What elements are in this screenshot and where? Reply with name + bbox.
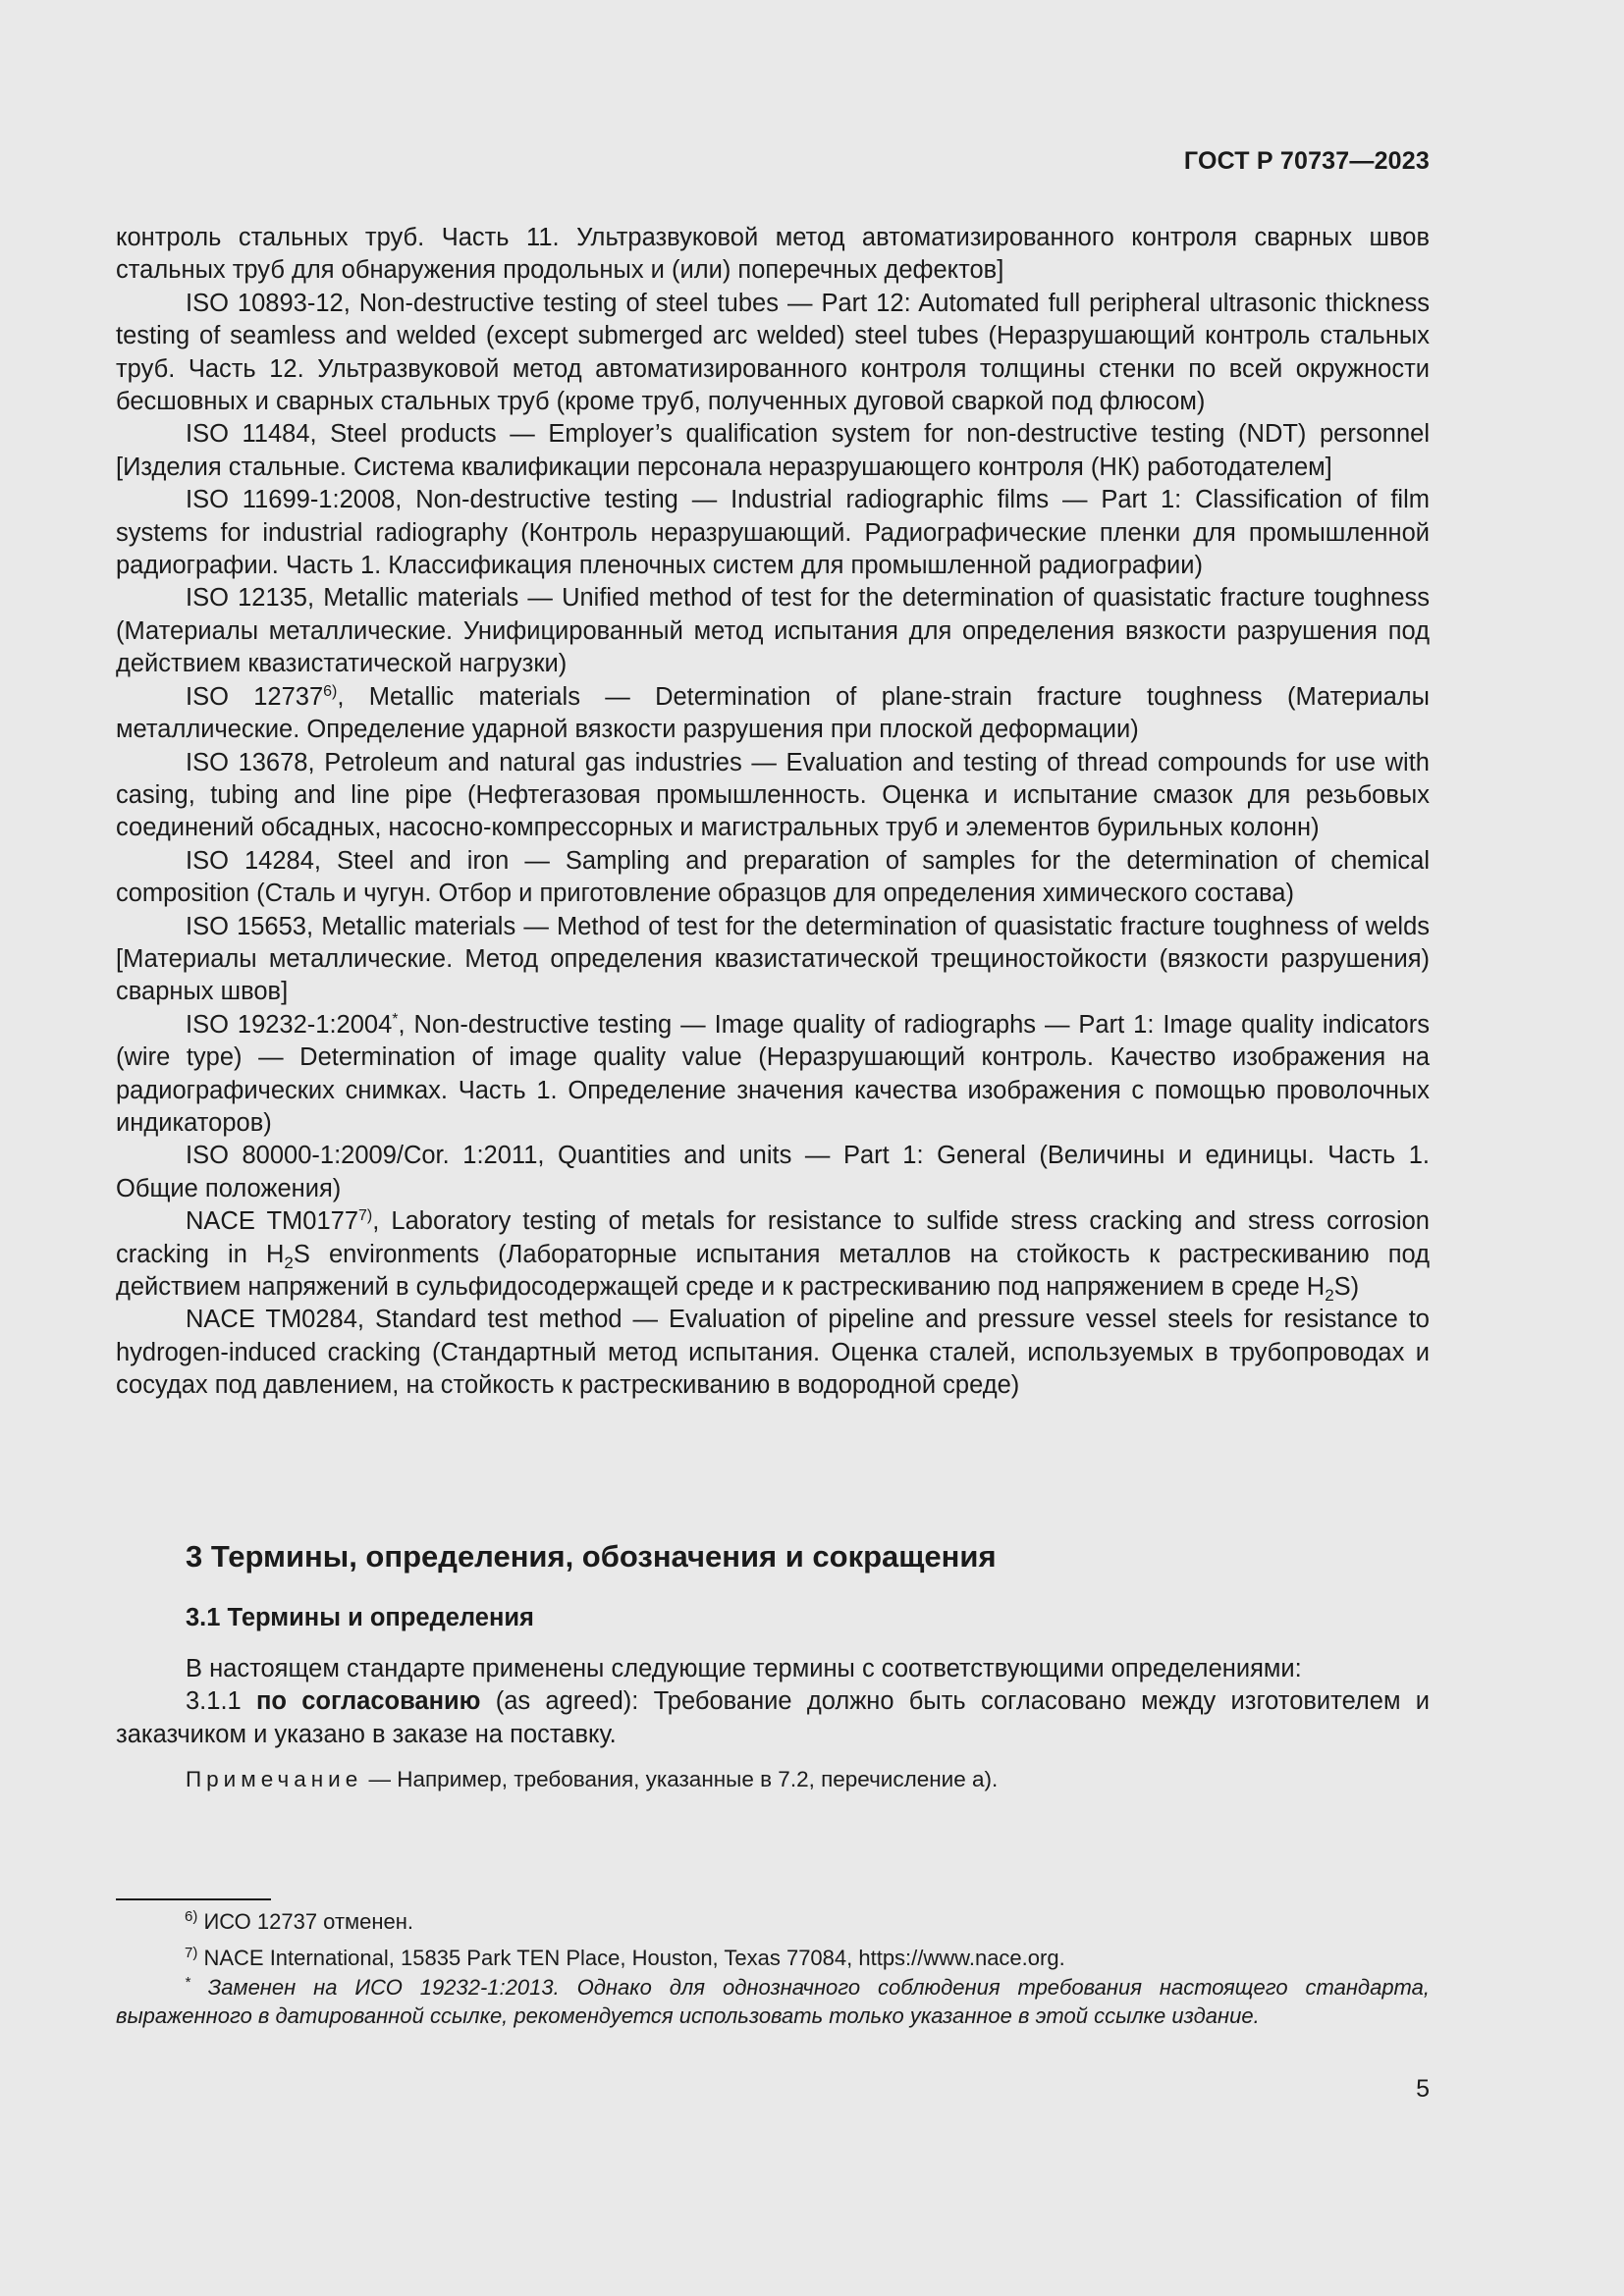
reference-nace-tm0177	[116, 1205, 1430, 1304]
note-text: — Например, требования, указанные в 7.2, перечисление a).	[362, 1767, 999, 1791]
footnote-star	[116, 1973, 1430, 2030]
footnote-mark: *	[185, 1974, 190, 1991]
reference-iso-14284: ISO 14284, Steel and iron — Sampling and preparation of samples for the determination of chemical composition (Сталь и чугун. Отбор и приготовление образцов для определения химического состава)	[116, 846, 1430, 908]
standard-code-header: ГОСТ Р 70737—2023	[1183, 147, 1430, 175]
reference-iso-12737	[116, 681, 1430, 747]
footnote-mark: 6)	[185, 1908, 198, 1925]
reference-nace-tm0284: NACE TM0284, Standard test method — Evaluation of pipeline and pressure vessel steels for resistance to hydrogen-induced cracking (Стандартный метод испытания. Оценка сталей, используемых в трубопроводах и сосудах под давлением, на стойкость к растрескиванию в водородной среде)	[116, 1306, 1430, 1400]
reference-iso-11484: ISO 11484, Steel products — Employer’s qualification system for non-destructive testing (NDT) personnel [Изделия стальные. Система квалификации персонала неразрушающего контроля (НК) работодателем]	[116, 420, 1430, 481]
reference-iso-80000-1: ISO 80000-1:2009/Cor. 1:2011, Quantities and units — Part 1: General (Величины и единицы. Часть 1. Общие положения)	[116, 1142, 1430, 1202]
term-definition: (as agreed): Требование должно быть согласовано между изготовителем и заказчиком и указано в заказе на поставку.	[116, 1687, 1430, 1748]
reference-text: , Laboratory testing of metals for resistance to sulfide stress cracking and stress corrosion cracking in H	[116, 1207, 1430, 1268]
reference-code: NACE TM0177	[186, 1207, 359, 1236]
term-name: по согласованию	[255, 1687, 481, 1716]
footnote-7	[116, 1944, 1430, 1972]
terms-block	[116, 1653, 1430, 1751]
reference-text: S environments (Лабораторные испытания металлов на стойкость к растрескиванию под действием напряжений в сульфидосодержащей среде и к растрескиванию под напряжением в среде H	[116, 1240, 1430, 1301]
page-number: 5	[1416, 2075, 1430, 2103]
reference-iso-15653: ISO 15653, Metallic materials — Method of test for the determination of quasistatic fracture toughness of welds [Материалы металлические. Метод определения квазистатической трещиностойкости (вязкости разрушения) сварных швов]	[116, 912, 1430, 1006]
footnote-marker-7: 7)	[358, 1207, 373, 1225]
footnote-marker-6: 6)	[323, 682, 338, 700]
reference-iso-10893-12: ISO 10893-12, Non-destructive testing of steel tubes — Part 12: Automated full peripheral ultrasonic thickness testing of seamless and welded (except submerged arc welded) steel tubes (Неразрушающий контроль стальных труб. Часть 12. Ультразвуковой метод автоматизированного контроля толщины стенки по всей окружности бесшовных и сварных стальных труб (кроме труб, полученных дуговой сваркой под флюсом)	[116, 289, 1430, 416]
note-label: Примечание	[186, 1767, 363, 1791]
section-3-heading: 3 Термины, определения, обозначения и сокращения	[186, 1539, 997, 1574]
terms-intro: В настоящем стандарте применены следующие термины с соответствующими определениями:	[186, 1655, 1302, 1682]
term-number: 3.1.1	[186, 1687, 256, 1716]
reference-iso-12135: ISO 12135, Metallic materials — Unified method of test for the determination of quasistatic fracture toughness (Материалы металлические. Унифицированный метод испытания для определения вязкости разрушения под действием квазистатической нагрузки)	[116, 584, 1430, 678]
note	[186, 1767, 998, 1792]
reference-continuation: контроль стальных труб. Часть 11. Ультразвуковой метод автоматизированного контроля сварных швов стальных труб для обнаружения продольных и (или) поперечных дефектов]	[116, 224, 1430, 285]
reference-iso-13678: ISO 13678, Petroleum and natural gas industries — Evaluation and testing of thread compounds for use with casing, tubing and line pipe (Нефтегазовая промышленность. Оценка и испытание смазок для резьбовых соединений обсадных, насосно-компрессорных и магистральных труб и элементов бурильных колонн)	[116, 748, 1430, 842]
footnote-divider	[116, 1898, 271, 1900]
subscript-2: 2	[284, 1253, 294, 1272]
footnote-text: ИСО 12737 отменен.	[197, 1909, 414, 1934]
term-3-1-1	[116, 1685, 1430, 1751]
reference-text: , Non-destructive testing — Image quality of radiographs — Part 1: Image quality indicators (wire type) — Determination of image quality value (Неразрушающий контроль. Качество изображения на радиографических снимках. Часть 1. Определение значения качества изображения с помощью проволочных индикаторов)	[116, 1010, 1430, 1137]
footnote-mark: 7)	[185, 1945, 198, 1961]
reference-iso-11699-1: ISO 11699-1:2008, Non-destructive testing — Industrial radiographic films — Part 1: Classification of film systems for industrial radiography (Контроль неразрушающий. Радиографические пленки для промышленной радиографии. Часть 1. Классификация пленочных систем для промышленной радиографии)	[116, 486, 1430, 580]
reference-iso-19232-1	[116, 1009, 1430, 1141]
reference-code: ISO 12737	[186, 682, 324, 711]
footnote-marker-star: *	[392, 1010, 399, 1028]
normative-references-list	[116, 222, 1430, 1403]
reference-text: , Metallic materials — Determination of plane-strain fracture toughness (Материалы металлические. Определение ударной вязкости разрушения при плоской деформации)	[116, 682, 1431, 744]
footnote-6	[116, 1907, 1430, 1936]
reference-text: S)	[1333, 1273, 1360, 1301]
footnote-text: Заменен на ИСО 19232-1:2013. Однако для однозначного соблюдения требования настоящего стандарта, выраженного в датированной ссылке, рекомендуется использовать только указанное в этой ссылке издание.	[116, 1975, 1430, 2028]
subscript-2: 2	[1325, 1286, 1334, 1305]
reference-code: ISO 19232-1:2004	[186, 1010, 393, 1039]
subsection-3-1-heading: 3.1 Термины и определения	[186, 1604, 534, 1631]
footnote-text: NACE International, 15835 Park TEN Place, Houston, Texas 77084, https://www.nace.org.	[197, 1946, 1065, 1970]
